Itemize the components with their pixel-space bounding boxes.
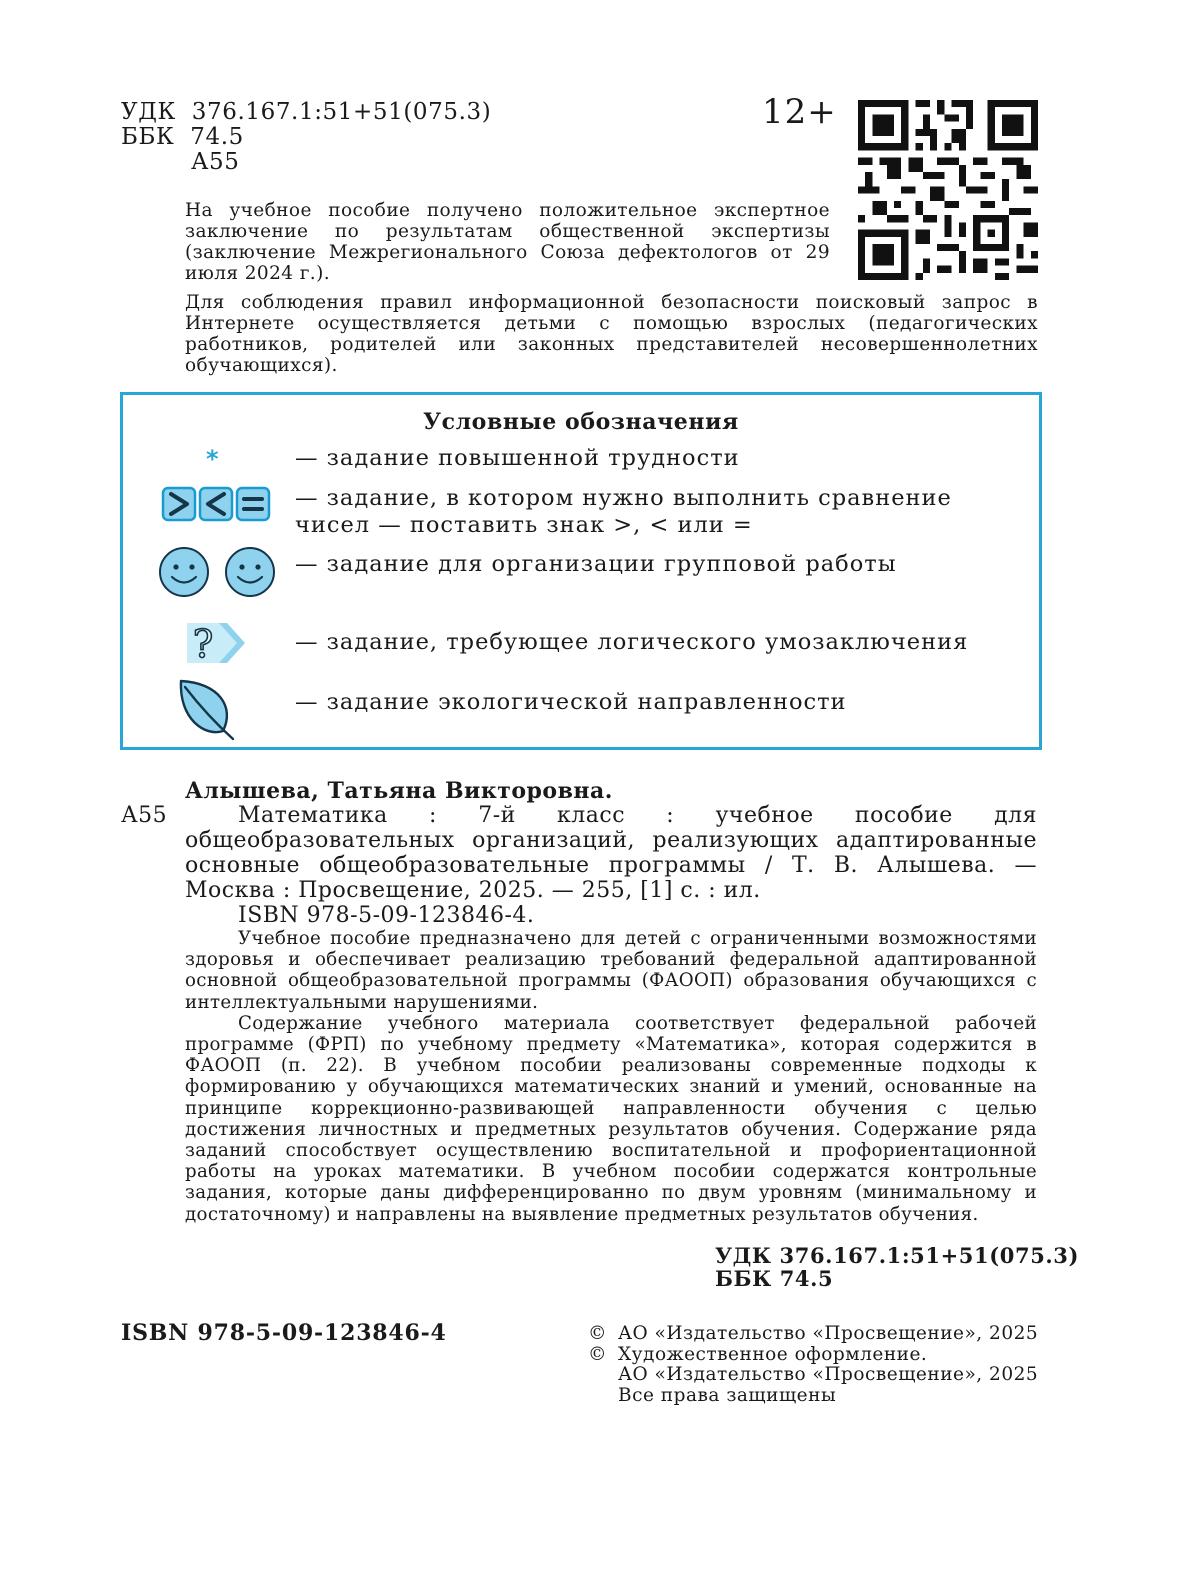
legend-text: — задание, требующее логического умозаключения <box>295 629 969 655</box>
bbk-code: ББК 74.5 <box>121 124 244 150</box>
udk-code: УДК 376.167.1:51+51(075.3) <box>715 1243 1080 1268</box>
annotation-paragraph: Содержание учебного материала соответствует федеральной рабочей программе (ФРП) по учебному предмету «Математика», которая содержится в ФАООП (п. 22). В учебном пособии реализованы современные подходы к формированию у обучающихся математических знаний и умений, основанные на принципе коррекционно-развивающей направленности обучения с целью достижения личностных и предметных результатов обучения. Содержание ряда заданий способствует осуществлению воспитательной и профориентационной работы на уроках математики. В учебном пособии содержатся контрольные задания, которые даны дифференцированно по двум уровням (минимальному и достаточному) и направлены на выявление предметных результатов обучения. <box>185 1012 1037 1225</box>
copyright-block <box>588 1324 1038 1406</box>
question-arrow-icon <box>183 617 249 669</box>
udk-footer <box>715 1244 1079 1290</box>
copyright-line: Художественное оформление. <box>618 1343 928 1365</box>
legend-text: — задание, в котором нужно выполнить сравнение чисел — поставить знак >, < или = <box>295 485 952 538</box>
book-isbn: ISBN 978-5-09-123846-4. <box>238 903 535 928</box>
book-description-text: Математика : 7-й класс : учебное пособие для общеобразовательных организаций, реализующих адаптированные основные общеобразовательные программы / Т. В. Алышева. — Москва : Просвещение, 2025. — 255, [1] с. : ил. <box>185 803 1037 903</box>
legend-text: — задание для организации групповой работы <box>295 551 897 577</box>
expert-review-note: На учебное пособие получено положительное экспертное заключение по результатам общественной экспертизы (заключение Межрегионального Союза дефектологов от 29 июля 2024 г.). <box>185 200 830 284</box>
age-rating: 12+ <box>762 92 837 132</box>
legend-text: — задание экологической направленности <box>295 689 847 715</box>
isbn-footer: ISBN 978-5-09-123846-4 <box>121 1320 447 1346</box>
legend-item-logic <box>123 613 1039 673</box>
copyright-symbol: © <box>588 1323 607 1344</box>
rights-reserved: Все права защищены <box>618 1384 837 1406</box>
legend-item-compare <box>123 483 1039 543</box>
leaf-icon <box>175 677 239 741</box>
smiley-faces-icon <box>157 545 279 599</box>
book-author: Алышева, Татьяна Викторовна. <box>185 778 613 804</box>
asterisk-icon: * <box>206 445 219 473</box>
legend-item-group-work <box>123 545 1039 605</box>
legend-item-difficulty <box>123 443 1039 479</box>
info-security-note: Для соблюдения правил информационной безопасности поисковый запрос в Интернете осуществляется детьми с помощью взрослых (педагогических работников, родителей или законных представителей несовершеннолетних обучающихся). <box>185 292 1038 376</box>
legend-box <box>120 392 1042 750</box>
copyright-symbol: © <box>588 1343 607 1365</box>
qr-code-icon <box>858 100 1038 280</box>
legend-text: — задание повышенной трудности <box>295 445 740 471</box>
author-sign-code: А55 <box>121 803 168 828</box>
book-annotation <box>185 928 1037 1225</box>
udk-header <box>121 100 491 175</box>
legend-title: Условные обозначения <box>423 409 739 435</box>
legend-item-ecology <box>123 677 1039 743</box>
compare-signs-icon <box>161 485 273 523</box>
author-sign: А55 <box>191 149 240 175</box>
annotation-paragraph: Учебное пособие предназначено для детей с ограниченными возможностями здоровья и обеспечивает реализацию требований федеральной адаптированной основной общеобразовательной программы (ФАООП) образования обучающихся с интеллектуальными нарушениями. <box>185 928 1037 1013</box>
udk-code: УДК 376.167.1:51+51(075.3) <box>121 99 492 125</box>
bbk-code: ББК 74.5 <box>715 1266 834 1291</box>
svg-text:?: ? <box>192 622 214 666</box>
book-description <box>185 803 1037 903</box>
copyright-line: АО «Издательство «Просвещение», 2025 <box>618 1323 1039 1344</box>
copyright-line: АО «Издательство «Просвещение», 2025 <box>618 1364 1039 1385</box>
